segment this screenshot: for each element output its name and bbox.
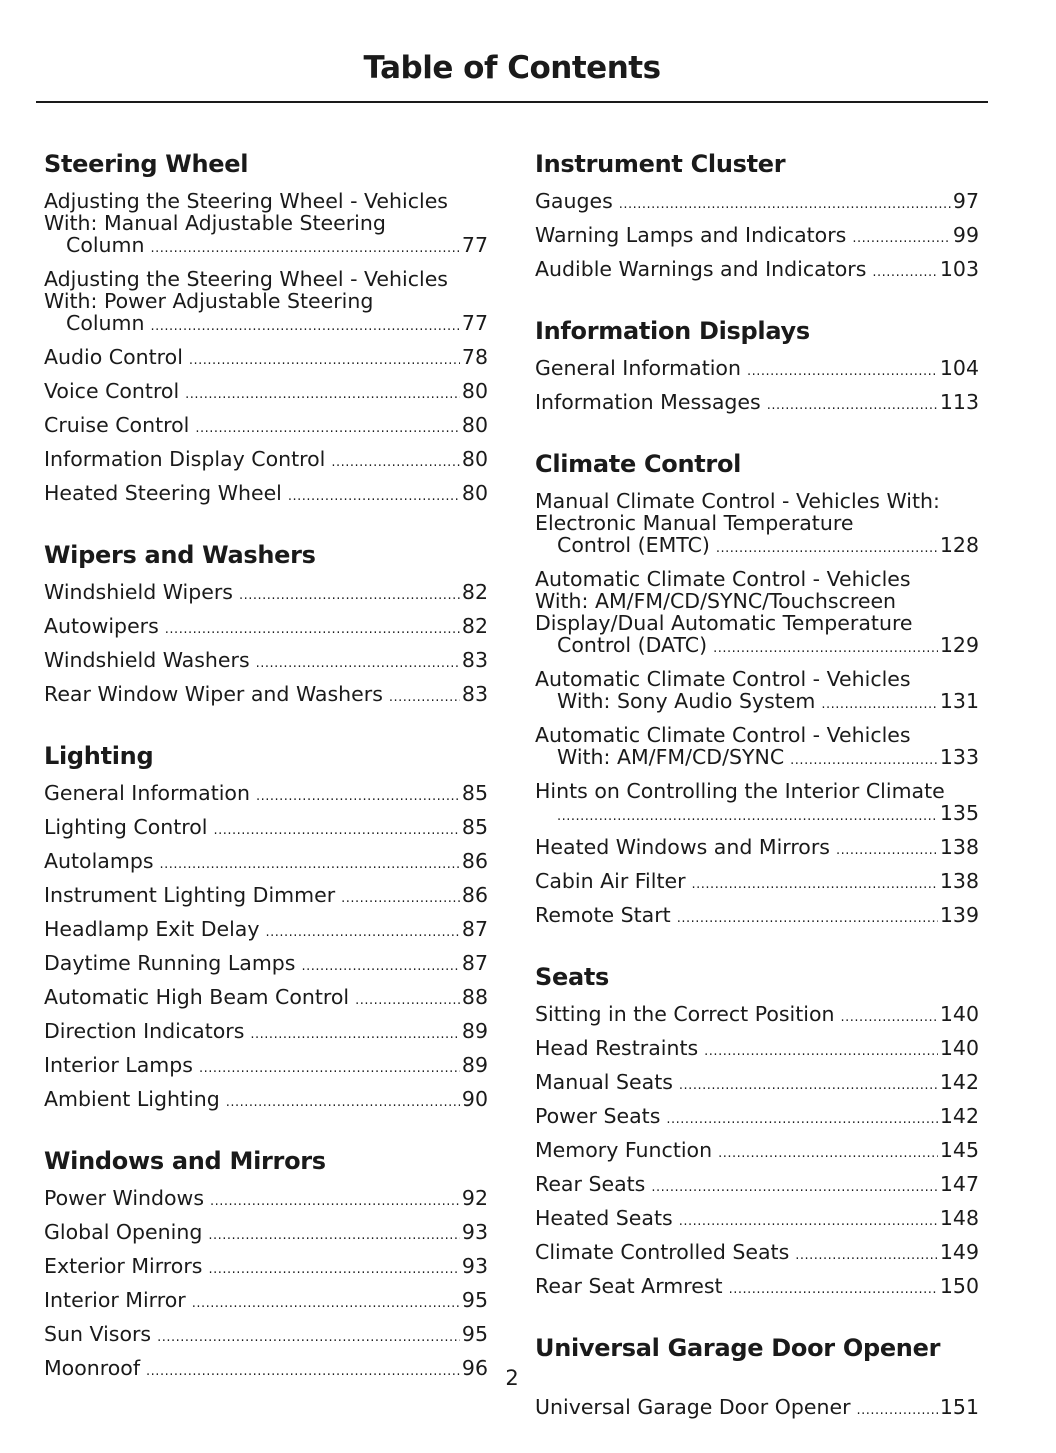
toc-entry-page: 80 [461, 379, 488, 403]
toc-entry-label: Interior Mirror [44, 1288, 186, 1312]
toc-entry[interactable] [44, 478, 488, 512]
toc-entry-label-line: With: Manual Adjustable Steering [44, 211, 386, 235]
toc-entry-page: 86 [461, 883, 488, 907]
toc-entry[interactable] [535, 387, 979, 421]
toc-entry-label: Moonroof [44, 1356, 141, 1380]
toc-entry-last-line [557, 534, 979, 560]
toc-entry-label: Rear Window Wiper and Washers [44, 682, 383, 706]
toc-entry-label: Windshield Wipers [44, 580, 233, 604]
dot-leader [256, 653, 460, 675]
toc-entry[interactable] [535, 353, 979, 387]
dot-leader [713, 638, 938, 660]
toc-entry-page: 87 [461, 917, 488, 941]
dot-leader [821, 694, 937, 716]
dot-leader [841, 1007, 938, 1029]
toc-entry[interactable] [44, 444, 488, 478]
toc-entry-label-line: Adjusting the Steering Wheel - Vehicles [44, 267, 448, 291]
toc-entry-label: Power Windows [44, 1186, 205, 1210]
toc-entry-label: Daytime Running Lamps [44, 951, 296, 975]
dot-leader [160, 854, 460, 876]
dot-leader [747, 361, 938, 383]
dot-leader [210, 1191, 460, 1213]
toc-entry-label: Exterior Mirrors [44, 1254, 203, 1278]
toc-entry-page: 95 [461, 1288, 488, 1312]
toc-entry[interactable] [535, 832, 979, 866]
dot-leader [199, 1058, 460, 1080]
dot-leader [288, 486, 460, 508]
section-heading: Steering Wheel [44, 150, 249, 178]
toc-entry-label-line: With: Sony Audio System [557, 689, 816, 713]
toc-entry-page: 87 [461, 951, 488, 975]
toc-entry-page: 80 [461, 481, 488, 505]
toc-entry-label: Heated Windows and Mirrors [535, 835, 830, 859]
toc-entry-last-line [66, 312, 488, 338]
toc-entry-label-line: Column [66, 311, 145, 335]
dot-leader [692, 874, 938, 896]
toc-entry-label-line: Electronic Manual Temperature [535, 511, 854, 535]
toc-entry-label: Cabin Air Filter [535, 869, 686, 893]
toc-entry[interactable] [535, 1237, 979, 1271]
toc-entry-page: 140 [939, 1036, 979, 1060]
toc-entry-page: 145 [939, 1138, 979, 1162]
toc-entry-label: Climate Controlled Seats [535, 1240, 790, 1264]
toc-entry-page: 128 [939, 533, 979, 557]
toc-entry-page: 113 [939, 390, 979, 414]
dot-leader [341, 888, 460, 910]
toc-entry[interactable] [44, 186, 488, 264]
toc-entry-page: 95 [461, 1322, 488, 1346]
toc-entry-page: 82 [461, 580, 488, 604]
section-heading: Wipers and Washers [44, 541, 316, 569]
dot-leader [679, 1211, 938, 1233]
dot-leader [852, 228, 951, 250]
toc-entry-label: General Information [535, 356, 741, 380]
dot-leader [226, 1092, 460, 1114]
toc-entry-page: 83 [461, 682, 488, 706]
toc-entry-page: 148 [939, 1206, 979, 1230]
toc-entry-page: 103 [939, 257, 979, 281]
toc-entry-label: Gauges [535, 189, 613, 213]
toc-entry-page: 77 [461, 311, 488, 335]
dot-leader [355, 990, 460, 1012]
toc-entry-label: Power Seats [535, 1104, 661, 1128]
toc-section-lighting [44, 740, 488, 1118]
toc-entry[interactable] [535, 1392, 979, 1426]
toc-entry-label: Instrument Lighting Dimmer [44, 883, 336, 907]
toc-entry-page: 147 [939, 1172, 979, 1196]
section-heading: Instrument Cluster [535, 150, 786, 178]
toc-entry-label-line: Adjusting the Steering Wheel - Vehicles [44, 189, 448, 213]
toc-section-windows-and-mirrors [44, 1145, 488, 1387]
toc-section-information-displays [535, 315, 979, 421]
toc-entry-page: 104 [939, 356, 979, 380]
toc-entry-page: 138 [939, 835, 979, 859]
dot-leader [677, 908, 938, 930]
toc-entry-label: Warning Lamps and Indicators [535, 223, 847, 247]
toc-section-steering-wheel [44, 148, 488, 512]
section-heading: Windows and Mirrors [44, 1147, 326, 1175]
toc-entry-last-line [557, 746, 979, 772]
dot-leader [208, 1259, 459, 1281]
dot-leader [331, 452, 460, 474]
toc-entry-last-line [557, 690, 979, 716]
dot-leader [718, 1143, 938, 1165]
toc-entry-page: 80 [461, 447, 488, 471]
toc-entry-page: 97 [952, 189, 979, 213]
toc-entry[interactable] [535, 220, 979, 254]
toc-entry-label: Interior Lamps [44, 1053, 193, 1077]
toc-entry-page: 140 [939, 1002, 979, 1026]
toc-entry[interactable] [44, 342, 488, 376]
dot-leader [185, 384, 460, 406]
toc-entry-page: 131 [939, 689, 979, 713]
toc-entry-label-line: Display/Dual Automatic Temperature [535, 611, 913, 635]
toc-entry-page: 150 [939, 1274, 979, 1298]
toc-entry-page: 88 [461, 985, 488, 1009]
toc-entry-page: 142 [939, 1104, 979, 1128]
title-divider [36, 101, 988, 103]
toc-entry-label: Cruise Control [44, 413, 190, 437]
toc-entry-label: Audible Warnings and Indicators [535, 257, 867, 281]
toc-entry-label-line: With: AM/FM/CD/SYNC/Touchscreen [535, 589, 897, 613]
toc-entry-page: 149 [939, 1240, 979, 1264]
toc-entry-page: 89 [461, 1053, 488, 1077]
toc-entry[interactable] [44, 914, 488, 948]
toc-entry-page: 129 [939, 633, 979, 657]
toc-entry[interactable] [44, 1084, 488, 1118]
toc-entry-page: 83 [461, 648, 488, 672]
dot-leader [189, 350, 460, 372]
toc-entry-page: 77 [461, 233, 488, 257]
toc-entry[interactable] [44, 1251, 488, 1285]
dot-leader [250, 1024, 460, 1046]
toc-entry-page: 85 [461, 781, 488, 805]
toc-entry-page: 135 [939, 801, 979, 825]
toc-entry-last-line [557, 802, 979, 828]
toc-entry[interactable] [44, 1183, 488, 1217]
dot-leader [195, 418, 460, 440]
toc-entry-label: Rear Seat Armrest [535, 1274, 723, 1298]
toc-section-seats [535, 961, 979, 1305]
dot-leader [151, 316, 460, 338]
toc-entry[interactable] [535, 776, 979, 832]
toc-entry-label: Automatic High Beam Control [44, 985, 350, 1009]
toc-entry-page: 139 [939, 903, 979, 927]
toc-entry-page: 138 [939, 869, 979, 893]
toc-entry[interactable] [535, 1101, 979, 1135]
toc-entry[interactable] [535, 866, 979, 900]
toc-entry-label: Global Opening [44, 1220, 203, 1244]
dot-leader [192, 1293, 460, 1315]
toc-entry-page: 151 [939, 1395, 979, 1419]
toc-entry[interactable] [535, 720, 979, 776]
toc-entry[interactable] [535, 486, 979, 564]
toc-entry[interactable] [535, 664, 979, 720]
toc-entry[interactable] [44, 410, 488, 444]
toc-section-wipers-and-washers [44, 539, 488, 713]
toc-entry[interactable] [44, 846, 488, 880]
toc-entry-label-line: Automatic Climate Control - Vehicles [535, 723, 911, 747]
toc-entry[interactable] [44, 1285, 488, 1319]
toc-entry-label: Direction Indicators [44, 1019, 245, 1043]
section-heading: Seats [535, 963, 610, 991]
toc-left-column [44, 148, 488, 1414]
toc-entry[interactable] [44, 812, 488, 846]
toc-entry-label: Rear Seats [535, 1172, 646, 1196]
section-heading: Lighting [44, 742, 154, 770]
toc-entry[interactable] [535, 1203, 979, 1237]
toc-entry-page: 90 [461, 1087, 488, 1111]
dot-leader [872, 262, 937, 284]
toc-entry-label-line: Control (DATC) [557, 633, 708, 657]
toc-entry-label: Remote Start [535, 903, 671, 927]
dot-leader [239, 585, 460, 607]
toc-entry[interactable] [44, 778, 488, 812]
toc-entry-label-line: Hints on Controlling the Interior Climate [535, 779, 945, 803]
toc-entry-last-line [557, 634, 979, 660]
dot-leader [716, 538, 938, 560]
toc-entry[interactable] [44, 645, 488, 679]
toc-entry[interactable] [535, 900, 979, 934]
toc-right-column [535, 148, 979, 1453]
dot-leader [389, 687, 460, 709]
toc-entry[interactable] [44, 880, 488, 914]
toc-entry-label: Information Messages [535, 390, 761, 414]
toc-entry-label: Autolamps [44, 849, 154, 873]
section-heading: Information Displays [535, 317, 810, 345]
toc-entry[interactable] [44, 1319, 488, 1353]
dot-leader [619, 194, 951, 216]
page-number: 2 [505, 1366, 519, 1390]
toc-entry-label-line: Column [66, 233, 145, 257]
toc-entry-page: 142 [939, 1070, 979, 1094]
dot-leader [857, 1400, 938, 1422]
toc-entry[interactable] [44, 982, 488, 1016]
toc-entry-page: 93 [461, 1220, 488, 1244]
toc-entry-label-line: Automatic Climate Control - Vehicles [535, 667, 911, 691]
toc-entry-label: Memory Function [535, 1138, 713, 1162]
dot-leader [213, 820, 459, 842]
toc-entry-page: 89 [461, 1019, 488, 1043]
toc-entry-label: Ambient Lighting [44, 1087, 220, 1111]
toc-entry-label-line: With: AM/FM/CD/SYNC [557, 745, 785, 769]
dot-leader [301, 956, 459, 978]
toc-entry[interactable] [535, 1271, 979, 1305]
toc-entry-page: 78 [461, 345, 488, 369]
toc-entry[interactable] [44, 611, 488, 645]
toc-entry-page: 96 [461, 1356, 488, 1380]
page-title: Table of Contents [363, 50, 661, 86]
toc-entry-label: Audio Control [44, 345, 183, 369]
toc-entry-label-line: With: Power Adjustable Steering [44, 289, 374, 313]
section-heading: Universal Garage Door Opener [535, 1334, 941, 1362]
toc-entry[interactable] [535, 999, 979, 1033]
toc-entry[interactable] [535, 564, 979, 664]
dot-leader [256, 786, 460, 808]
toc-entry-label: Universal Garage Door Opener [535, 1395, 851, 1419]
toc-entry-label: Head Restraints [535, 1036, 699, 1060]
toc-entry[interactable] [44, 1217, 488, 1251]
toc-entry-label: Lighting Control [44, 815, 208, 839]
toc-section-climate-control [535, 448, 979, 934]
toc-entry-page: 82 [461, 614, 488, 638]
toc-entry-page: 80 [461, 413, 488, 437]
toc-entry[interactable] [535, 1033, 979, 1067]
dot-leader [790, 750, 938, 772]
toc-entry-label: Voice Control [44, 379, 180, 403]
toc-entry[interactable] [44, 1016, 488, 1050]
toc-entry-page: 85 [461, 815, 488, 839]
toc-entry-page: 92 [461, 1186, 488, 1210]
dot-leader [704, 1041, 938, 1063]
dot-leader [729, 1279, 938, 1301]
toc-entry-label: Sun Visors [44, 1322, 152, 1346]
toc-entry-page: 99 [952, 223, 979, 247]
toc-entry[interactable] [535, 1169, 979, 1203]
toc-entry[interactable] [535, 1135, 979, 1169]
dot-leader [157, 1327, 460, 1349]
toc-entry[interactable] [535, 1067, 979, 1101]
toc-entry[interactable] [535, 186, 979, 220]
dot-leader [557, 806, 938, 828]
toc-entry[interactable] [535, 254, 979, 288]
toc-entry-label: Heated Seats [535, 1206, 673, 1230]
dot-leader [795, 1245, 938, 1267]
dot-leader [265, 922, 459, 944]
dot-leader [165, 619, 460, 641]
toc-entry-label-line: Manual Climate Control - Vehicles With: [535, 489, 940, 513]
toc-entry-label-line: Control (EMTC) [557, 533, 710, 557]
toc-entry-label: Information Display Control [44, 447, 326, 471]
toc-entry[interactable] [44, 577, 488, 611]
dot-leader [151, 238, 460, 260]
dot-leader [767, 395, 938, 417]
toc-entry-label-line: Automatic Climate Control - Vehicles [535, 567, 911, 591]
dot-leader [208, 1225, 460, 1247]
toc-entry[interactable] [44, 264, 488, 342]
toc-entry[interactable] [44, 376, 488, 410]
toc-entry-label: Sitting in the Correct Position [535, 1002, 835, 1026]
toc-entry[interactable] [44, 679, 488, 713]
toc-section-instrument-cluster [535, 148, 979, 288]
toc-entry-page: 133 [939, 745, 979, 769]
toc-entry-page: 86 [461, 849, 488, 873]
toc-entry-label: Manual Seats [535, 1070, 673, 1094]
toc-entry-label: Autowipers [44, 614, 159, 638]
dot-leader [679, 1075, 938, 1097]
section-heading: Climate Control [535, 450, 742, 478]
dot-leader [666, 1109, 937, 1131]
toc-entry-label: Headlamp Exit Delay [44, 917, 260, 941]
toc-entry-last-line [66, 234, 488, 260]
toc-entry-page: 93 [461, 1254, 488, 1278]
toc-entry[interactable] [44, 948, 488, 982]
toc-entry[interactable] [44, 1050, 488, 1084]
dot-leader [836, 840, 938, 862]
toc-entry-label: General Information [44, 781, 250, 805]
toc-entry-label: Windshield Washers [44, 648, 250, 672]
toc-entry-label: Heated Steering Wheel [44, 481, 282, 505]
dot-leader [651, 1177, 938, 1199]
